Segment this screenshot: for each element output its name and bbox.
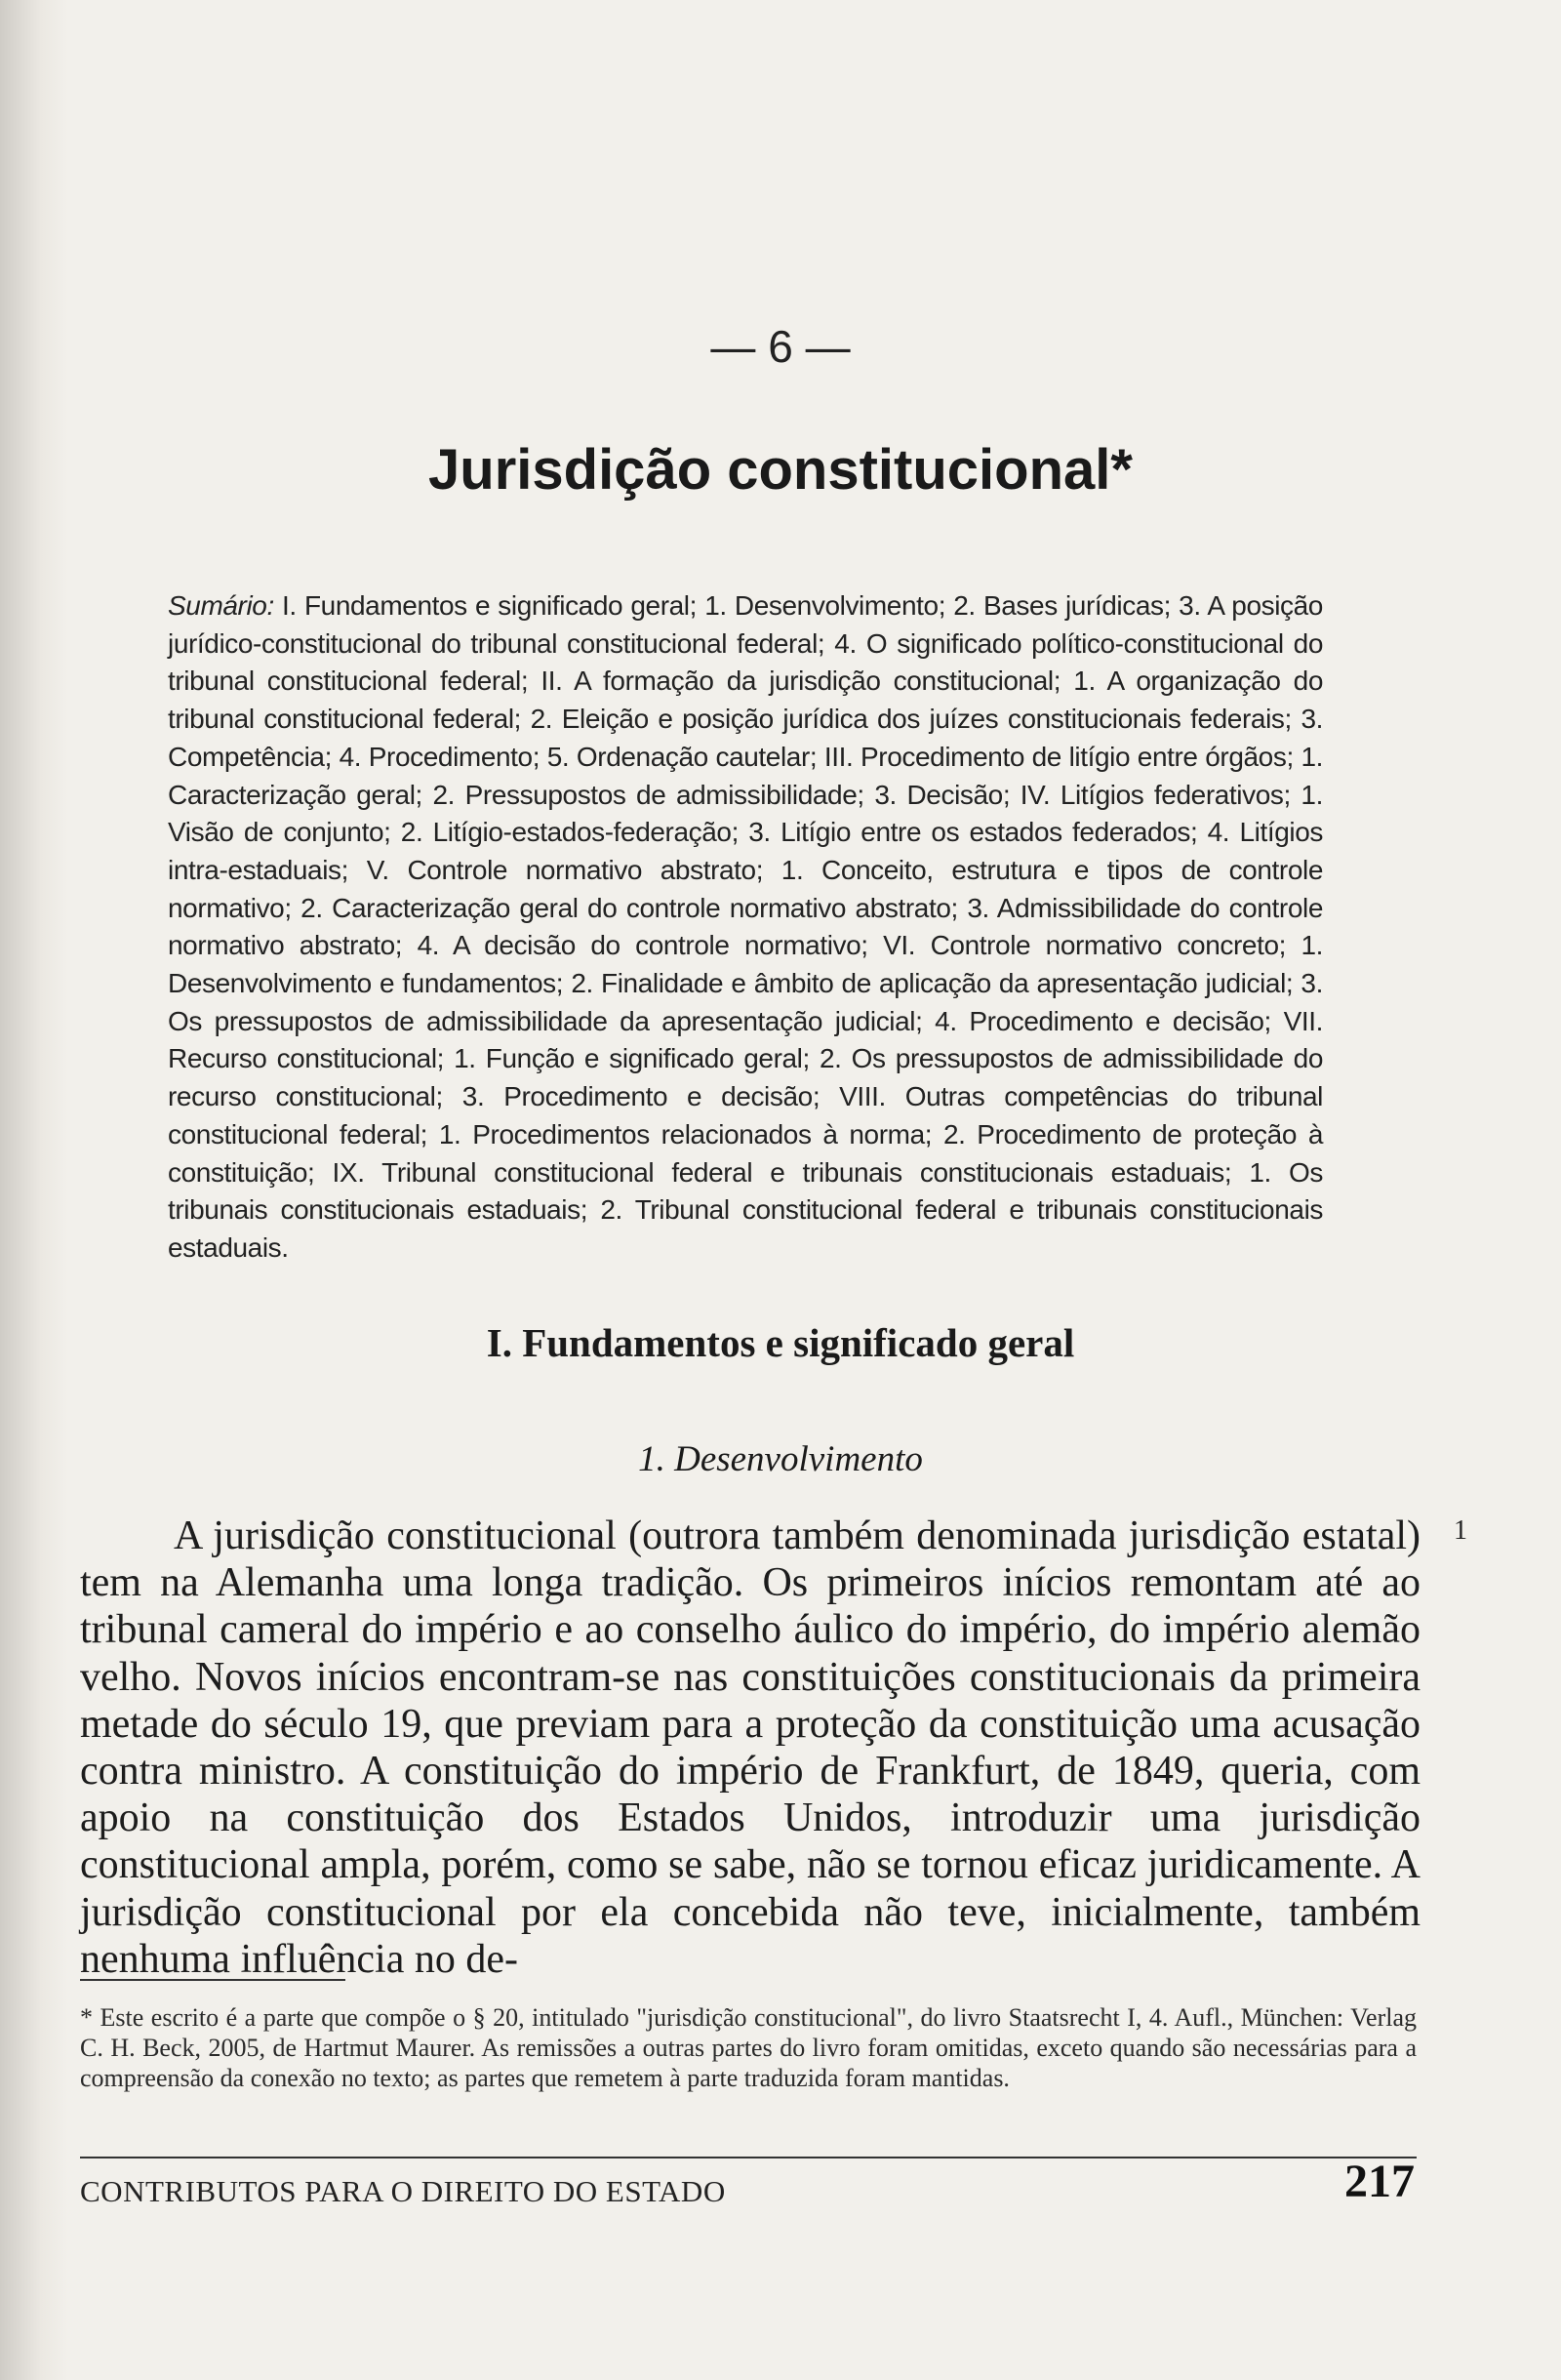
chapter-title: Jurisdição constitucional* [428, 438, 1133, 502]
summary-text: I. Fundamentos e significado geral; 1. Desenvolvimento; 2. Bases jurídicas; 3. A posição jurídico-constitucional do tribunal constitucional federal; 4. O significado político-constitucional do tribunal constitucional federal; II. A formação da jurisdição constitucional; 1. A organização do tribunal constitucional federal; 2. Eleição e posição jurídica dos juízes constitucionais federais; 3. Competência; 4. Procedimento; 5. Ordenação cautelar; III. Procedimento de litígio entre órgãos; 1. Caracterização geral; 2. Pressupostos de admissibilidade; 3. Decisão; IV. Litígios federativos; 1. Visão de conjunto; 2. Litígio-estados-federação; 3. Litígio entre os estados federados; 4. Litígios intra-estaduais; V. Controle normativo abstrato; 1. Conceito, estrutura e tipos de controle normativo; 2. Caracterização geral do controle normativo abstrato; 3. Admissibilidade do controle normativo abstrato; 4. A decisão do controle normativo; VI. Controle normativo concreto; 1. Desenvolvimento e fundamentos; 2. Finalidade e âmbito de aplicação da apresentação judicial; 3. Os pressupostos de admissibilidade da apresentação judicial; 4. Procedimento e decisão; VII. Recurso constitucional; 1. Função e significado geral; 2. Os pressupostos de admissibilidade do recurso constitucional; 3. Procedimento e decisão; VIII. Outras competências do tribunal constitucional federal; 1. Procedimentos relacionados à norma; 2. Procedimento de proteção à constituição; IX. Tribunal constitucional federal e tribunais constitucionais estaduais; 1. Os tribunais constitucionais estaduais; 2. Tribunal constitucional federal e tribunais constitucionais estaduais. [168, 590, 1323, 1263]
body-paragraph: A jurisdição constitucional (outrora também denominada jurisdição estatal) tem na Alemanha uma longa tradição. Os primeiros inícios remontam até ao tribunal cameral do império e ao conselho áulico do império, do império alemão velho. Novos inícios encontram-se nas constituições constitucionais da primeira metade do século 19, que previam para a proteção da constituição uma acusação contra ministro. A constituição do império de Frankfurt, de 1849, queria, com apoio na constituição dos Estados Unidos, introduzir uma jurisdição constitucional ampla, porém, como se sabe, não se tornou eficaz juridicamente. A jurisdição constitucional por ela concebida não teve, inicialmente, também nenhuma influência no de- [80, 1513, 1421, 1982]
summary-block [168, 587, 1323, 1268]
summary-label: Sumário: [168, 590, 274, 621]
footer-divider [80, 2157, 1417, 2158]
chapter-number: — 6 — [710, 321, 851, 372]
footnote: * Este escrito é a parte que compõe o § 20, intitulado "jurisdição constitucional", do livro Staatsrecht I, 4. Aufl., München: Verlag C. H. Beck, 2005, de Hartmut Maurer. As remissões a outras partes do livro foram omitidas, exceto quando são necessárias para a compreensão da conexão no texto; as partes que remetem à parte traduzida foram mantidas. [80, 2003, 1417, 2092]
footnote-divider [80, 1979, 345, 1981]
margin-paragraph-number: 1 [1454, 1515, 1467, 1546]
subsection-heading: 1. Desenvolvimento [638, 1439, 923, 1479]
page-number: 217 [1344, 2156, 1415, 2207]
section-heading: I. Fundamentos e significado geral [486, 1320, 1075, 1365]
footer-title: CONTRIBUTOS PARA O DIREITO DO ESTADO [80, 2174, 726, 2208]
